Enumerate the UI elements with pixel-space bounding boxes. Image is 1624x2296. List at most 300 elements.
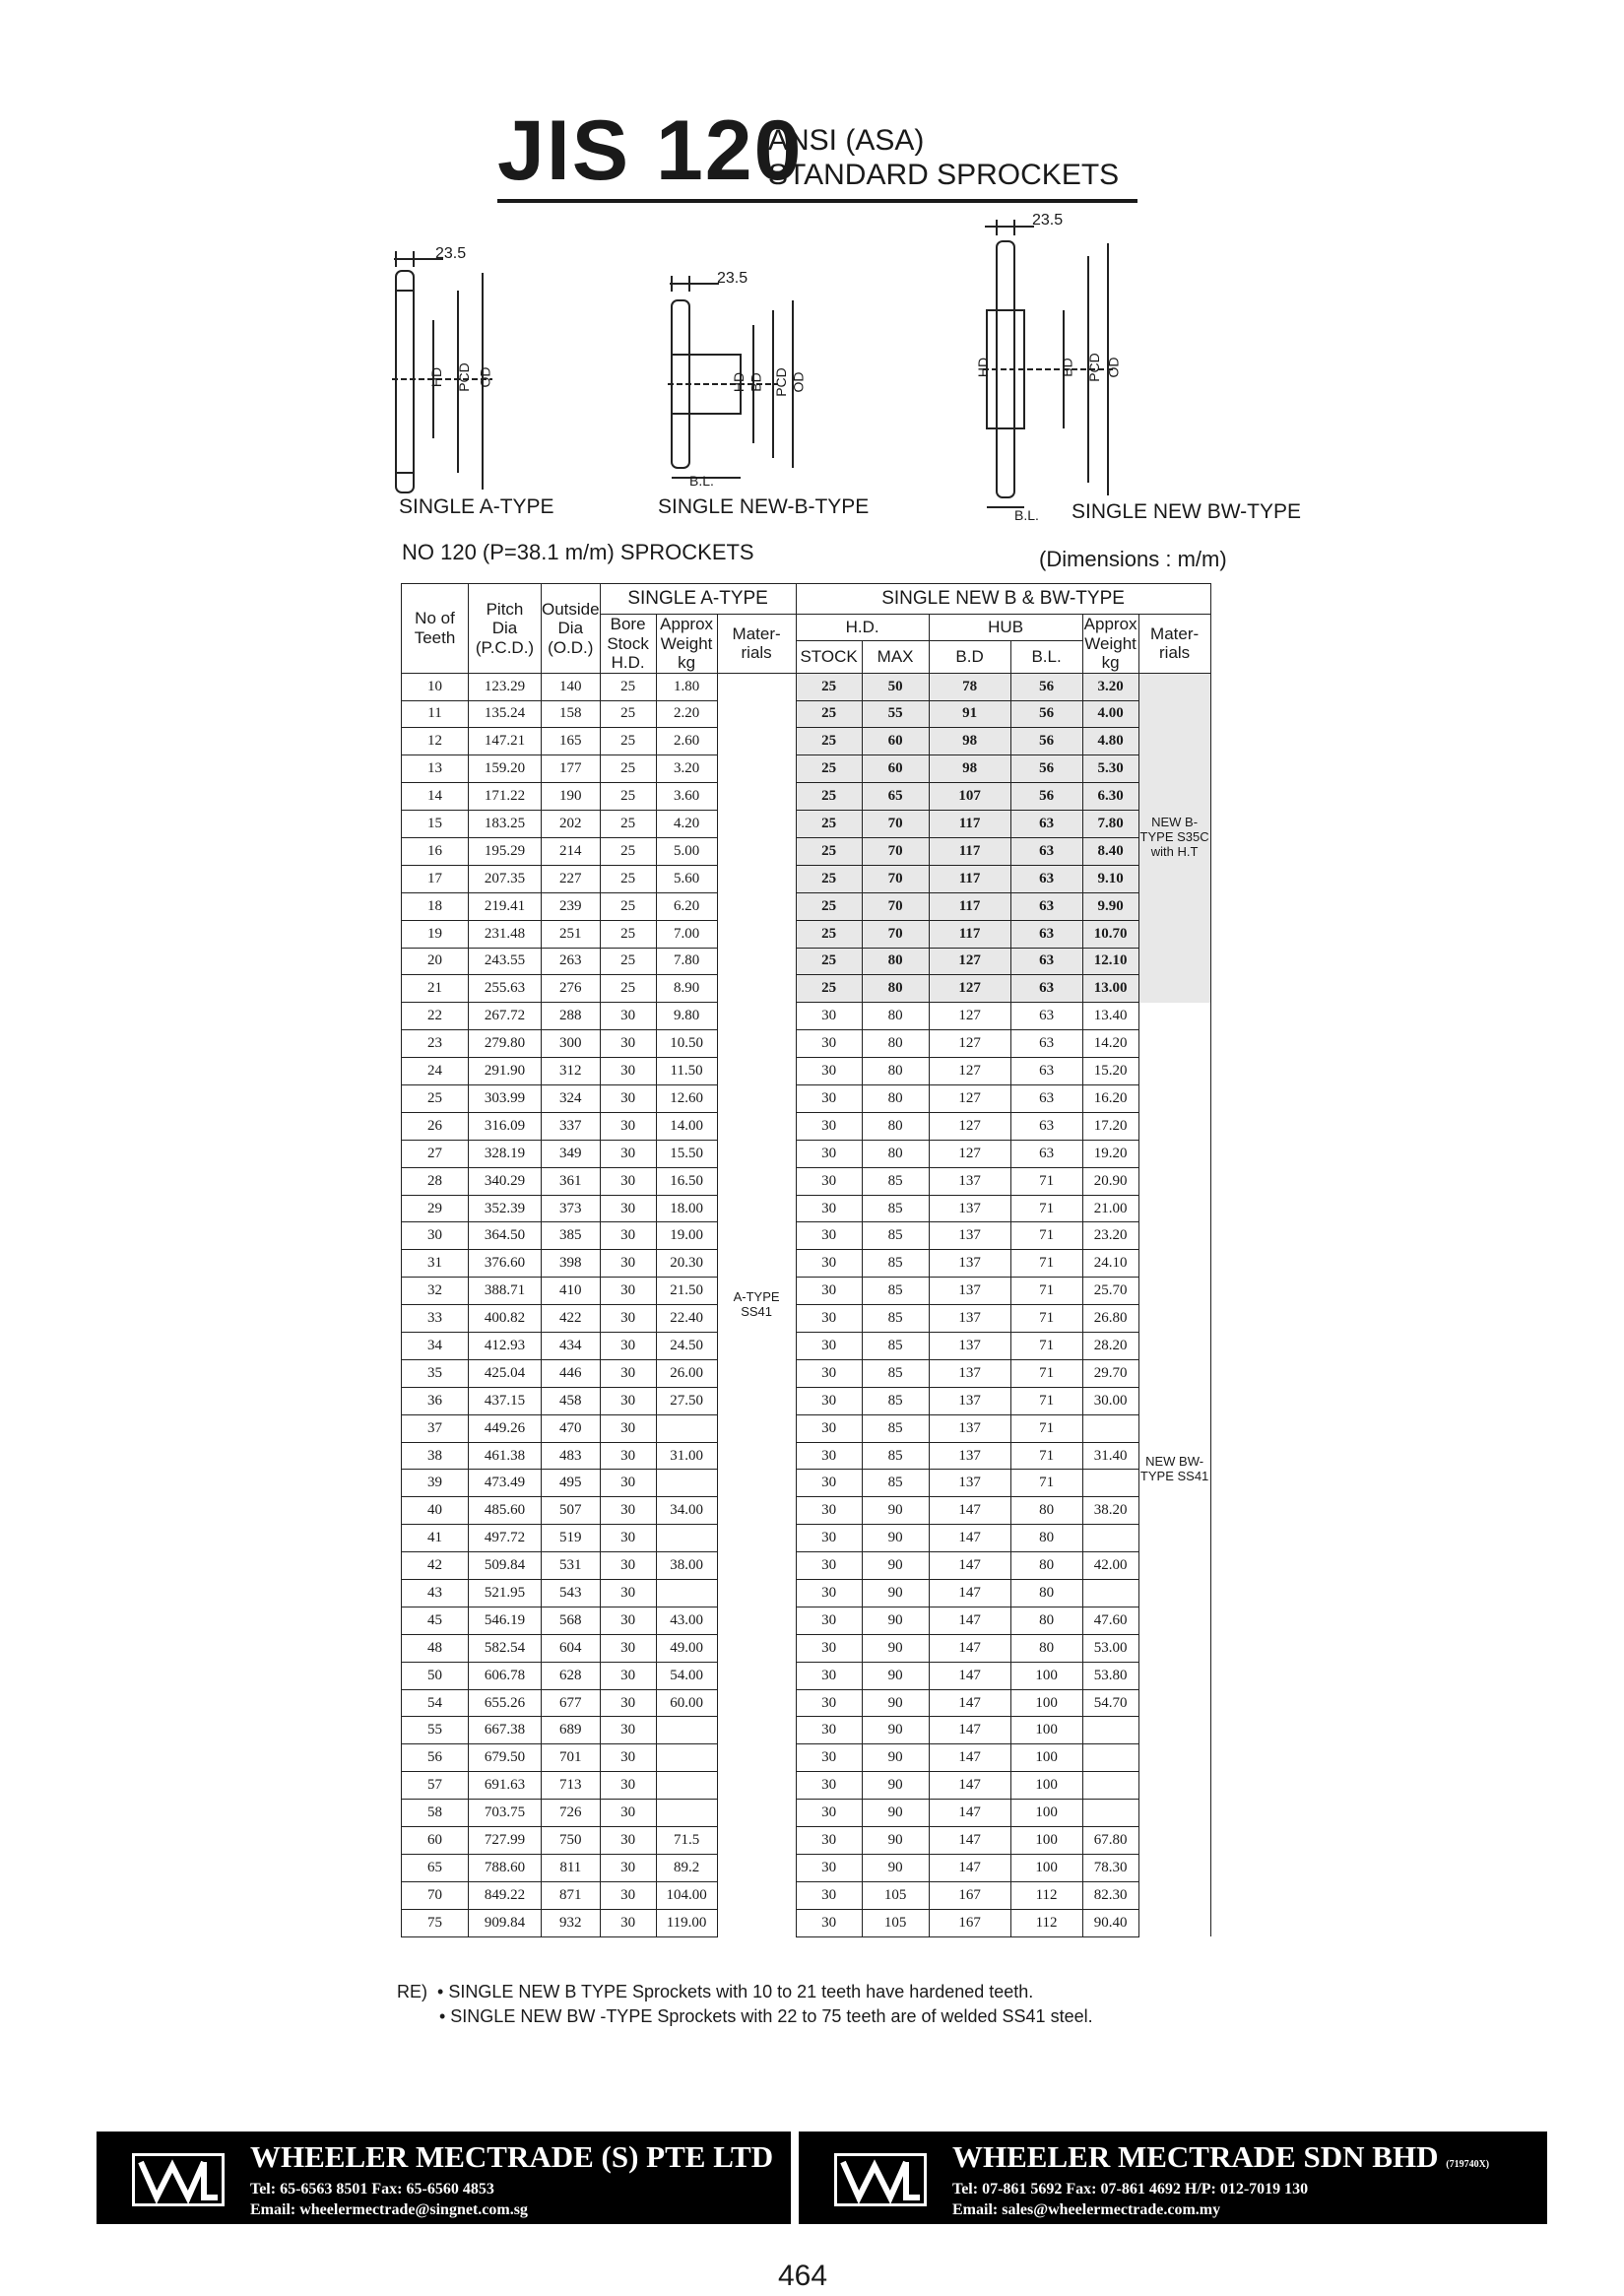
cell-weight-b: 15.20 <box>1082 1058 1138 1085</box>
cell-hub-bl: 56 <box>1010 728 1082 755</box>
cell-stock-hd: 30 <box>796 1827 862 1855</box>
cell-max-hd: 85 <box>862 1305 929 1333</box>
cell-weight-b: 3.20 <box>1082 673 1138 700</box>
cell-weight-b: 29.70 <box>1082 1359 1138 1387</box>
cell-hub-bl: 80 <box>1010 1607 1082 1634</box>
table-row <box>402 1744 1211 1772</box>
cell-max-hd: 85 <box>862 1387 929 1414</box>
cell-hub-bl: 63 <box>1010 948 1082 975</box>
cell-weight-b: 78.30 <box>1082 1854 1138 1881</box>
cell-max-hd: 105 <box>862 1881 929 1909</box>
cell-hub-bl: 56 <box>1010 673 1082 700</box>
table-row <box>402 1827 1211 1855</box>
cell-weight-a: 20.30 <box>656 1250 717 1278</box>
cell-weight-b: 53.80 <box>1082 1662 1138 1689</box>
cell-outside-dia: 398 <box>542 1250 601 1278</box>
cell-weight-b: 8.40 <box>1082 837 1138 865</box>
cell-hub-bd: 117 <box>929 837 1010 865</box>
cell-pitch-dia: 388.71 <box>469 1278 542 1305</box>
cell-max-hd: 80 <box>862 975 929 1003</box>
cell-teeth: 20 <box>402 948 469 975</box>
header-group-single-a-type: SINGLE A-TYPE <box>600 584 796 615</box>
header-max: MAX <box>862 640 929 673</box>
cell-weight-a: 19.00 <box>656 1222 717 1250</box>
table-row <box>402 1250 1211 1278</box>
cell-pitch-dia: 279.80 <box>469 1030 542 1058</box>
table-row <box>402 837 1211 865</box>
cell-pitch-dia: 546.19 <box>469 1607 542 1634</box>
cell-teeth: 43 <box>402 1580 469 1607</box>
table-row <box>402 1195 1211 1222</box>
cell-outside-dia: 750 <box>542 1827 601 1855</box>
cell-teeth: 58 <box>402 1800 469 1827</box>
cell-teeth: 37 <box>402 1414 469 1442</box>
footnote-2: • SINGLE NEW BW -TYPE Sprockets with 22 to 75 teeth are of welded SS41 steel. <box>439 2006 1093 2026</box>
cell-weight-b: 6.30 <box>1082 783 1138 811</box>
cell-weight-a: 104.00 <box>656 1881 717 1909</box>
cell-outside-dia: 689 <box>542 1717 601 1744</box>
cell-hub-bd: 147 <box>929 1580 1010 1607</box>
cell-hub-bd: 117 <box>929 865 1010 892</box>
cell-pitch-dia: 352.39 <box>469 1195 542 1222</box>
cell-stock-hd: 25 <box>796 811 862 838</box>
cell-weight-b: 38.20 <box>1082 1497 1138 1525</box>
cell-outside-dia: 158 <box>542 700 601 728</box>
cell-weight-a <box>656 1800 717 1827</box>
cell-outside-dia: 276 <box>542 975 601 1003</box>
cell-pitch-dia: 437.15 <box>469 1387 542 1414</box>
header-weight-b: Approx Weight kg <box>1083 615 1137 673</box>
cell-max-hd: 55 <box>862 700 929 728</box>
cell-stock-hd: 30 <box>796 1497 862 1525</box>
cell-bore-hd: 25 <box>600 948 656 975</box>
cell-weight-b: 17.20 <box>1082 1112 1138 1140</box>
cell-weight-a: 18.00 <box>656 1195 717 1222</box>
cell-bore-hd: 30 <box>600 1497 656 1525</box>
cell-bore-hd: 25 <box>600 673 656 700</box>
cell-teeth: 26 <box>402 1112 469 1140</box>
cell-teeth: 45 <box>402 1607 469 1634</box>
cell-stock-hd: 30 <box>796 1278 862 1305</box>
cell-teeth: 55 <box>402 1717 469 1744</box>
cell-weight-b: 4.00 <box>1082 700 1138 728</box>
company-logo-icon <box>834 2153 927 2206</box>
cell-pitch-dia: 171.22 <box>469 783 542 811</box>
cell-pitch-dia: 412.93 <box>469 1333 542 1360</box>
cell-stock-hd: 30 <box>796 1525 862 1552</box>
header-hd: H.D. <box>796 615 929 641</box>
cell-hub-bd: 127 <box>929 975 1010 1003</box>
cell-weight-a: 7.00 <box>656 920 717 948</box>
cell-outside-dia: 324 <box>542 1085 601 1113</box>
cell-outside-dia: 507 <box>542 1497 601 1525</box>
cell-hub-bl: 71 <box>1010 1414 1082 1442</box>
cell-max-hd: 90 <box>862 1662 929 1689</box>
cell-hub-bl: 63 <box>1010 975 1082 1003</box>
cell-weight-a <box>656 1717 717 1744</box>
cell-weight-a: 9.80 <box>656 1003 717 1030</box>
cell-hub-bl: 71 <box>1010 1250 1082 1278</box>
cell-outside-dia: 470 <box>542 1414 601 1442</box>
cell-hub-bl: 100 <box>1010 1827 1082 1855</box>
cell-weight-a: 12.60 <box>656 1085 717 1113</box>
dim-pcd-a: PCD <box>455 362 472 392</box>
page-title: JIS 120 <box>497 103 804 198</box>
table-row <box>402 1580 1211 1607</box>
sprocket-spec-table <box>401 583 1211 1937</box>
cell-outside-dia: 410 <box>542 1278 601 1305</box>
table-row <box>402 1772 1211 1800</box>
cell-teeth: 38 <box>402 1442 469 1470</box>
cell-weight-a <box>656 1772 717 1800</box>
cell-hub-bd: 147 <box>929 1497 1010 1525</box>
dim-od-bw: OD <box>1105 357 1122 378</box>
cell-weight-b <box>1082 1744 1138 1772</box>
cell-pitch-dia: 303.99 <box>469 1085 542 1113</box>
cell-teeth: 31 <box>402 1250 469 1278</box>
cell-outside-dia: 519 <box>542 1525 601 1552</box>
cell-weight-a: 5.00 <box>656 837 717 865</box>
cell-pitch-dia: 159.20 <box>469 755 542 783</box>
cell-hub-bd: 147 <box>929 1827 1010 1855</box>
cell-max-hd: 90 <box>862 1552 929 1580</box>
cell-outside-dia: 361 <box>542 1167 601 1195</box>
cell-bore-hd: 30 <box>600 1085 656 1113</box>
cell-weight-a <box>656 1525 717 1552</box>
cell-weight-b: 82.30 <box>1082 1881 1138 1909</box>
cell-hub-bl: 112 <box>1010 1909 1082 1936</box>
cell-outside-dia: 495 <box>542 1470 601 1497</box>
cell-teeth: 23 <box>402 1030 469 1058</box>
cell-bore-hd: 25 <box>600 811 656 838</box>
cell-teeth: 19 <box>402 920 469 948</box>
cell-max-hd: 60 <box>862 755 929 783</box>
contact-phone-my: Tel: 07-861 5692 Fax: 07-861 4692 H/P: 012-7019 130 <box>952 2181 1309 2198</box>
cell-weight-a: 38.00 <box>656 1552 717 1580</box>
cell-weight-b: 30.00 <box>1082 1387 1138 1414</box>
cell-stock-hd: 30 <box>796 1607 862 1634</box>
cell-pitch-dia: 788.60 <box>469 1854 542 1881</box>
cell-weight-b: 23.20 <box>1082 1222 1138 1250</box>
cell-max-hd: 70 <box>862 865 929 892</box>
header-weight-a: Approx Weight kg <box>656 615 717 674</box>
cell-weight-b: 10.70 <box>1082 920 1138 948</box>
cell-bore-hd: 30 <box>600 1662 656 1689</box>
cell-weight-a: 16.50 <box>656 1167 717 1195</box>
cell-stock-hd: 30 <box>796 1662 862 1689</box>
cell-outside-dia: 337 <box>542 1112 601 1140</box>
cell-hub-bd: 167 <box>929 1881 1010 1909</box>
cell-bore-hd: 30 <box>600 1772 656 1800</box>
title-subtitle-standard: ANSI (ASA) <box>768 124 925 157</box>
cell-bore-hd: 30 <box>600 1387 656 1414</box>
cell-hub-bl: 63 <box>1010 1085 1082 1113</box>
cell-outside-dia: 531 <box>542 1552 601 1580</box>
cell-weight-a: 2.60 <box>656 728 717 755</box>
table-row <box>402 1525 1211 1552</box>
cell-pitch-dia: 582.54 <box>469 1634 542 1662</box>
cell-pitch-dia: 727.99 <box>469 1827 542 1855</box>
cell-pitch-dia: 183.25 <box>469 811 542 838</box>
cell-hub-bd: 91 <box>929 700 1010 728</box>
cell-hub-bl: 71 <box>1010 1387 1082 1414</box>
cell-max-hd: 85 <box>862 1442 929 1470</box>
cell-bore-hd: 30 <box>600 1744 656 1772</box>
dim-hd-bw: HD <box>975 357 992 378</box>
cell-teeth: 13 <box>402 755 469 783</box>
cell-outside-dia: 543 <box>542 1580 601 1607</box>
table-row <box>402 1634 1211 1662</box>
cell-hub-bd: 147 <box>929 1717 1010 1744</box>
header-materials-b: Mater-rials <box>1138 615 1210 674</box>
cell-max-hd: 90 <box>862 1689 929 1717</box>
cell-hub-bd: 117 <box>929 811 1010 838</box>
cell-bore-hd: 30 <box>600 1250 656 1278</box>
cell-hub-bd: 147 <box>929 1854 1010 1881</box>
cell-weight-a: 2.20 <box>656 700 717 728</box>
cell-stock-hd: 30 <box>796 1058 862 1085</box>
cell-teeth: 16 <box>402 837 469 865</box>
cell-pitch-dia: 123.29 <box>469 673 542 700</box>
table-row <box>402 1662 1211 1689</box>
diagram-label-a-type: SINGLE A-TYPE <box>399 495 554 518</box>
cell-outside-dia: 300 <box>542 1030 601 1058</box>
table-row <box>402 755 1211 783</box>
cell-teeth: 12 <box>402 728 469 755</box>
table-row <box>402 975 1211 1003</box>
cell-hub-bd: 127 <box>929 1030 1010 1058</box>
cell-bore-hd: 30 <box>600 1580 656 1607</box>
cell-weight-b: 28.20 <box>1082 1333 1138 1360</box>
cell-weight-a <box>656 1470 717 1497</box>
cell-bore-hd: 30 <box>600 1058 656 1085</box>
diagram-label-new-bw-type: SINGLE NEW BW-TYPE <box>1072 500 1301 523</box>
cell-pitch-dia: 485.60 <box>469 1497 542 1525</box>
cell-max-hd: 70 <box>862 837 929 865</box>
cell-hub-bl: 100 <box>1010 1772 1082 1800</box>
cell-weight-a: 119.00 <box>656 1909 717 1936</box>
cell-teeth: 14 <box>402 783 469 811</box>
cell-stock-hd: 30 <box>796 1167 862 1195</box>
cell-weight-a: 11.50 <box>656 1058 717 1085</box>
cell-hub-bd: 147 <box>929 1800 1010 1827</box>
header-hub: HUB <box>929 615 1082 641</box>
cell-weight-b: 54.70 <box>1082 1689 1138 1717</box>
cell-hub-bd: 137 <box>929 1359 1010 1387</box>
cell-stock-hd: 30 <box>796 1140 862 1167</box>
cell-outside-dia: 701 <box>542 1744 601 1772</box>
cell-max-hd: 80 <box>862 1003 929 1030</box>
cell-bore-hd: 30 <box>600 1717 656 1744</box>
cell-teeth: 39 <box>402 1470 469 1497</box>
header-bd: B.D <box>929 640 1010 673</box>
cell-teeth: 27 <box>402 1140 469 1167</box>
cell-outside-dia: 458 <box>542 1387 601 1414</box>
cell-stock-hd: 30 <box>796 1717 862 1744</box>
cell-bore-hd: 25 <box>600 783 656 811</box>
cell-stock-hd: 30 <box>796 1772 862 1800</box>
cell-hub-bl: 80 <box>1010 1580 1082 1607</box>
cell-stock-hd: 30 <box>796 1195 862 1222</box>
diagram-new-bw-type <box>975 212 1172 523</box>
cell-hub-bd: 78 <box>929 673 1010 700</box>
table-row <box>402 920 1211 948</box>
dim-bl-b: B.L. <box>689 473 714 489</box>
cell-hub-bd: 137 <box>929 1442 1010 1470</box>
cell-stock-hd: 30 <box>796 1909 862 1936</box>
cell-hub-bd: 147 <box>929 1772 1010 1800</box>
cell-weight-a: 71.5 <box>656 1827 717 1855</box>
cell-hub-bl: 100 <box>1010 1662 1082 1689</box>
cell-stock-hd: 30 <box>796 1305 862 1333</box>
cell-stock-hd: 30 <box>796 1689 862 1717</box>
cell-teeth: 28 <box>402 1167 469 1195</box>
table-row <box>402 700 1211 728</box>
cell-weight-b: 24.10 <box>1082 1250 1138 1278</box>
cell-outside-dia: 190 <box>542 783 601 811</box>
cell-hub-bd: 137 <box>929 1195 1010 1222</box>
cell-hub-bd: 137 <box>929 1250 1010 1278</box>
table-row <box>402 1222 1211 1250</box>
cell-weight-a: 14.00 <box>656 1112 717 1140</box>
cell-bore-hd: 30 <box>600 1333 656 1360</box>
cell-weight-a: 27.50 <box>656 1387 717 1414</box>
cell-outside-dia: 373 <box>542 1195 601 1222</box>
title-subtitle-product: STANDARD SPROCKETS <box>768 159 1120 191</box>
cell-hub-bd: 147 <box>929 1634 1010 1662</box>
cell-hub-bd: 137 <box>929 1333 1010 1360</box>
cell-weight-a <box>656 1744 717 1772</box>
cell-teeth: 36 <box>402 1387 469 1414</box>
cell-stock-hd: 30 <box>796 1580 862 1607</box>
cell-bore-hd: 30 <box>600 1140 656 1167</box>
cell-weight-a: 15.50 <box>656 1140 717 1167</box>
cell-stock-hd: 25 <box>796 700 862 728</box>
cell-hub-bd: 127 <box>929 1112 1010 1140</box>
cell-hub-bd: 137 <box>929 1167 1010 1195</box>
cell-hub-bl: 80 <box>1010 1497 1082 1525</box>
dim-bd-bw: BD <box>1059 358 1075 377</box>
cell-max-hd: 85 <box>862 1359 929 1387</box>
cell-weight-b: 19.20 <box>1082 1140 1138 1167</box>
cell-max-hd: 85 <box>862 1222 929 1250</box>
cell-outside-dia: 165 <box>542 728 601 755</box>
header-bore-stock-hd: Bore Stock H.D. <box>600 615 656 674</box>
cell-pitch-dia: 849.22 <box>469 1881 542 1909</box>
cell-hub-bl: 63 <box>1010 865 1082 892</box>
cell-pitch-dia: 243.55 <box>469 948 542 975</box>
table-row <box>402 1470 1211 1497</box>
cell-stock-hd: 30 <box>796 1634 862 1662</box>
cell-weight-a: 31.00 <box>656 1442 717 1470</box>
cell-outside-dia: 446 <box>542 1359 601 1387</box>
cell-hub-bl: 100 <box>1010 1717 1082 1744</box>
cell-teeth: 32 <box>402 1278 469 1305</box>
cell-pitch-dia: 147.21 <box>469 728 542 755</box>
cell-outside-dia: 177 <box>542 755 601 783</box>
cell-max-hd: 90 <box>862 1854 929 1881</box>
cell-teeth: 10 <box>402 673 469 700</box>
cell-stock-hd: 25 <box>796 673 862 700</box>
company-registration: (719740X) <box>1446 2159 1490 2170</box>
table-row <box>402 811 1211 838</box>
cell-hub-bl: 63 <box>1010 920 1082 948</box>
cell-weight-b: 42.00 <box>1082 1552 1138 1580</box>
header-no-teeth: No of Teeth <box>402 584 469 674</box>
cell-weight-b: 9.10 <box>1082 865 1138 892</box>
cell-weight-a: 6.20 <box>656 892 717 920</box>
cell-hub-bl: 80 <box>1010 1634 1082 1662</box>
cell-stock-hd: 30 <box>796 1085 862 1113</box>
cell-stock-hd: 30 <box>796 1222 862 1250</box>
table-row <box>402 1800 1211 1827</box>
footer-company-singapore <box>97 2132 791 2224</box>
cell-weight-b: 5.30 <box>1082 755 1138 783</box>
cell-weight-a: 8.90 <box>656 975 717 1003</box>
cell-hub-bd: 167 <box>929 1909 1010 1936</box>
dim-hd-b: HD <box>731 371 747 393</box>
cell-pitch-dia: 231.48 <box>469 920 542 948</box>
cell-max-hd: 50 <box>862 673 929 700</box>
cell-weight-b: 67.80 <box>1082 1827 1138 1855</box>
cell-teeth: 29 <box>402 1195 469 1222</box>
cell-bore-hd: 30 <box>600 1167 656 1195</box>
diagram-label-new-b-type: SINGLE NEW-B-TYPE <box>658 495 870 518</box>
cell-weight-a: 3.20 <box>656 755 717 783</box>
contact-phone-sg: Tel: 65-6563 8501 Fax: 65-6560 4853 <box>250 2181 494 2198</box>
cell-pitch-dia: 461.38 <box>469 1442 542 1470</box>
cell-bore-hd: 30 <box>600 1003 656 1030</box>
cell-hub-bd: 127 <box>929 1085 1010 1113</box>
cell-pitch-dia: 195.29 <box>469 837 542 865</box>
cell-hub-bl: 71 <box>1010 1167 1082 1195</box>
cell-weight-b <box>1082 1470 1138 1497</box>
cell-hub-bd: 137 <box>929 1414 1010 1442</box>
table-row <box>402 1607 1211 1634</box>
cell-bore-hd: 30 <box>600 1525 656 1552</box>
cell-outside-dia: 140 <box>542 673 601 700</box>
cell-pitch-dia: 667.38 <box>469 1717 542 1744</box>
cell-teeth: 34 <box>402 1333 469 1360</box>
table-caption: NO 120 (P=38.1 m/m) SPROCKETS <box>402 540 754 564</box>
company-logo-icon <box>132 2153 225 2206</box>
cell-bore-hd: 30 <box>600 1414 656 1442</box>
cell-stock-hd: 30 <box>796 1333 862 1360</box>
cell-weight-a: 89.2 <box>656 1854 717 1881</box>
cell-stock-hd: 30 <box>796 1112 862 1140</box>
table-row <box>402 1414 1211 1442</box>
cell-pitch-dia: 425.04 <box>469 1359 542 1387</box>
cell-stock-hd: 25 <box>796 865 862 892</box>
cell-max-hd: 90 <box>862 1744 929 1772</box>
cell-weight-a: 54.00 <box>656 1662 717 1689</box>
cell-bore-hd: 30 <box>600 1195 656 1222</box>
cell-bore-hd: 25 <box>600 975 656 1003</box>
header-group-single-new-b-bw: SINGLE NEW B & BW-TYPE <box>796 584 1210 615</box>
table-row <box>402 1497 1211 1525</box>
cell-teeth: 70 <box>402 1881 469 1909</box>
cell-pitch-dia: 473.49 <box>469 1470 542 1497</box>
cell-stock-hd: 30 <box>796 1442 862 1470</box>
cell-weight-b <box>1082 1717 1138 1744</box>
cell-hub-bl: 56 <box>1010 755 1082 783</box>
dim-od-b: OD <box>790 371 807 393</box>
cell-hub-bl: 63 <box>1010 1058 1082 1085</box>
cell-pitch-dia: 255.63 <box>469 975 542 1003</box>
header-pitch-dia: Pitch Dia (P.C.D.) <box>469 584 542 674</box>
table-row <box>402 1058 1211 1085</box>
cell-weight-b: 14.20 <box>1082 1030 1138 1058</box>
